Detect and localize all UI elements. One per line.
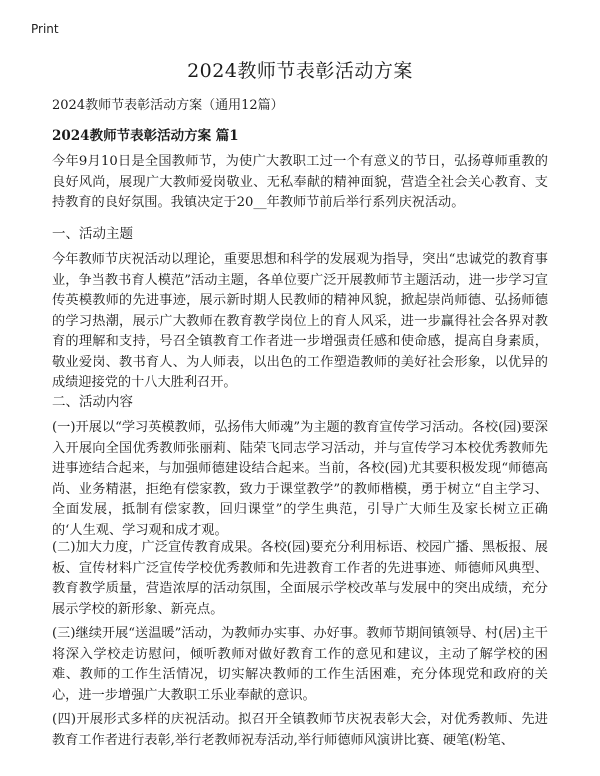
print-link[interactable]: Print bbox=[31, 22, 59, 36]
part-heading: 2024教师节表彰活动方案 篇1 bbox=[52, 128, 239, 144]
intro-paragraph: 今年9月10日是全国教师节，为使广大教职工过一个有意义的节日，弘扬尊师重教的良好风尚，展现广大教师爱岗敬业、无私奉献的精神面貌，营造全社会关心教育、支持教育的良好氛围。我镇决定于20__年教师节前后举行系列庆祝活动。 bbox=[52, 154, 548, 210]
item2-paragraph: (二)加大力度，广泛宣传教育成果。各校(园)要充分利用标语、校园广播、黑板报、展板、宣传材料广泛宣传学校优秀教师和先进教育工作者的先进事迹、师德师风典型、教育教学质量，营造浓厚的活动氛围，全面展示学校改革与发展中的突出成绩，充分展示学校的新形象、新亮点。 bbox=[52, 540, 548, 617]
item1-paragraph: (一)开展以“学习英模教师，弘扬伟大师魂”为主题的教育宣传学习活动。各校(园)要深入开展向全国优秀教师张丽莉、陆荣飞同志学习活动，并与宣传学习本校优秀教师先进事迹结合起来，与加强师德建设结合起来。当前，各校(园)尤其要积极发现“师德高尚、业务精湛，拒绝有偿家教，致力于课堂教学”的教师楷模，勇于树立“自主学习、全面发展，抵制有偿家教，回归课堂”的学生典范，引导广大师生及家长树立正确的‘人生观、学习观和成才观。 bbox=[52, 420, 548, 538]
section1-paragraph: 今年教师节庆祝活动以理论，重要思想和科学的发展观为指导，突出“忠诚党的教育事业，争当教书育人模范”活动主题，各单位要广泛开展教师节主题活动，进一步学习宣传英模教师的先进事迹，展示新时期人民教师的精神风貌，掀起崇尚师德、弘扬师德的学习热潮，展示广大教师在教育教学岗位上的育人风采，进一步赢得社会各界对教育的理解和支持，号召全镇教育工作者进一步增强责任感和使命感，提高自身素质，敬业爱岗、教书育人、为人师表，以出色的工作塑造教师的美好社会形象，以优异的成绩迎接党的十八大胜利召开。 bbox=[52, 252, 548, 390]
document-title: 2024教师节表彰活动方案 bbox=[187, 60, 413, 82]
section2-heading: 二、活动内容 bbox=[52, 394, 133, 410]
document-subtitle: 2024教师节表彰活动方案（通用12篇） bbox=[52, 98, 284, 113]
section1-heading: 一、活动主题 bbox=[52, 226, 133, 242]
item3-paragraph: (三)继续开展“送温暖”活动，为教师办实事、办好事。教师节期间镇领导、村(居)主干将深入学校走访慰问，倾听教师对做好教育工作的意见和建议，主动了解学校的困难、教师的工作生活情况，切实解决教师的工作生活困难，充分体现党和政府的关心，进一步增强广大教职工乐业奉献的意识。 bbox=[52, 626, 548, 703]
item4-paragraph: (四)开展形式多样的庆祝活动。拟召开全镇教师节庆祝表彰大会，对优秀教师、先进教育工作者进行表彰,举行老教师祝寿活动,举行师德师风演讲比赛、硬笔(粉笔、 bbox=[52, 712, 548, 748]
